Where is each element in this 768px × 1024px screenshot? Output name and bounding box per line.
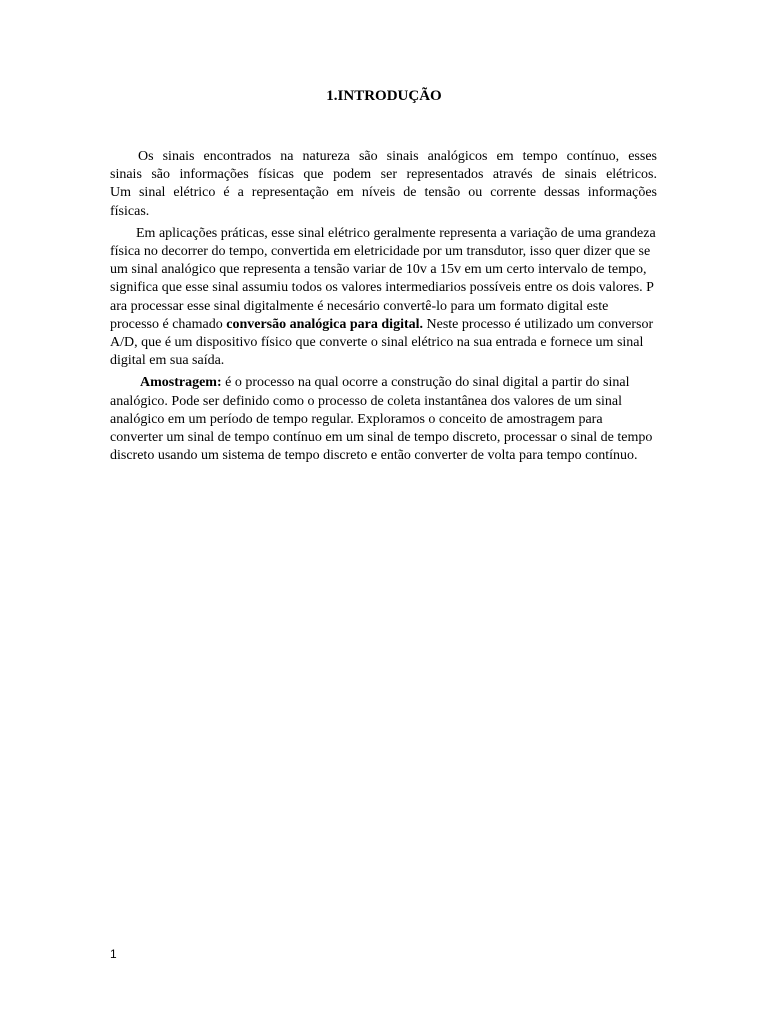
- body-text: [110, 148, 657, 469]
- paragraph-applications-bold: conversão analógica para digital.: [226, 316, 424, 332]
- paragraph-applications-text-end: Neste processo é utilizado um conversor A/D, que é um dispositivo físico que converte o sinal elétrico na sua entrada e fornece um sinal digital em sua saída.: [110, 316, 654, 369]
- paragraph-intro-line: [110, 166, 657, 184]
- paragraph-intro-line: [110, 148, 657, 166]
- paragraph-intro-line: [110, 184, 657, 202]
- paragraph-intro-line-text: Um sinal elétrico é a representação em níveis de tensão ou corrente dessas informações: [110, 185, 657, 201]
- paragraph-intro-line: [110, 203, 657, 221]
- paragraph-sampling-term: Amostragem:: [140, 375, 222, 391]
- paragraph-applications: [110, 225, 657, 371]
- page-number: 1: [110, 947, 117, 961]
- paragraph-intro: [110, 148, 657, 221]
- paragraph-intro-line-text: Os sinais encontrados na natureza são sinais analógicos em tempo contínuo, esses: [138, 149, 657, 164]
- paragraph-intro-line-text: físicas.: [110, 203, 150, 219]
- section-title: 1.INTRODUÇÃO: [326, 88, 442, 104]
- paragraph-intro-line-text: sinais são informações físicas que podem ser representados através de sinais elétricos.: [110, 167, 657, 183]
- paragraph-sampling: [110, 374, 657, 465]
- paragraph-applications-text: Em aplicações práticas, esse sinal elétrico geralmente representa a variação de uma grandeza física no decorrer do tempo, convertida em eletricidade por um transdutor, isso quer dizer que se um sinal analógico que representa a tensão variar de 10v a 15v em um certo intervalo de tempo, significa que esse sinal assumiu todos os valores intermediarios possíveis entre os dois valores. P ara processar esse sinal digitalmente é necesário convertê-lo para um formato digital este processo é chamado: [110, 225, 656, 332]
- paragraph-sampling-text: é o processo na qual ocorre a construção do sinal digital a partir do sinal analógico. Pode ser definido como o processo de coleta instantânea dos valores de um sinal analógico em um período de tempo regular. Exploramos o conceito de amostragem para converter um sinal de tempo contínuo em um sinal de tempo discreto, processar o sinal de tempo discreto usando um sistema de tempo discreto e então converter de volta para tempo contínuo.: [110, 375, 653, 464]
